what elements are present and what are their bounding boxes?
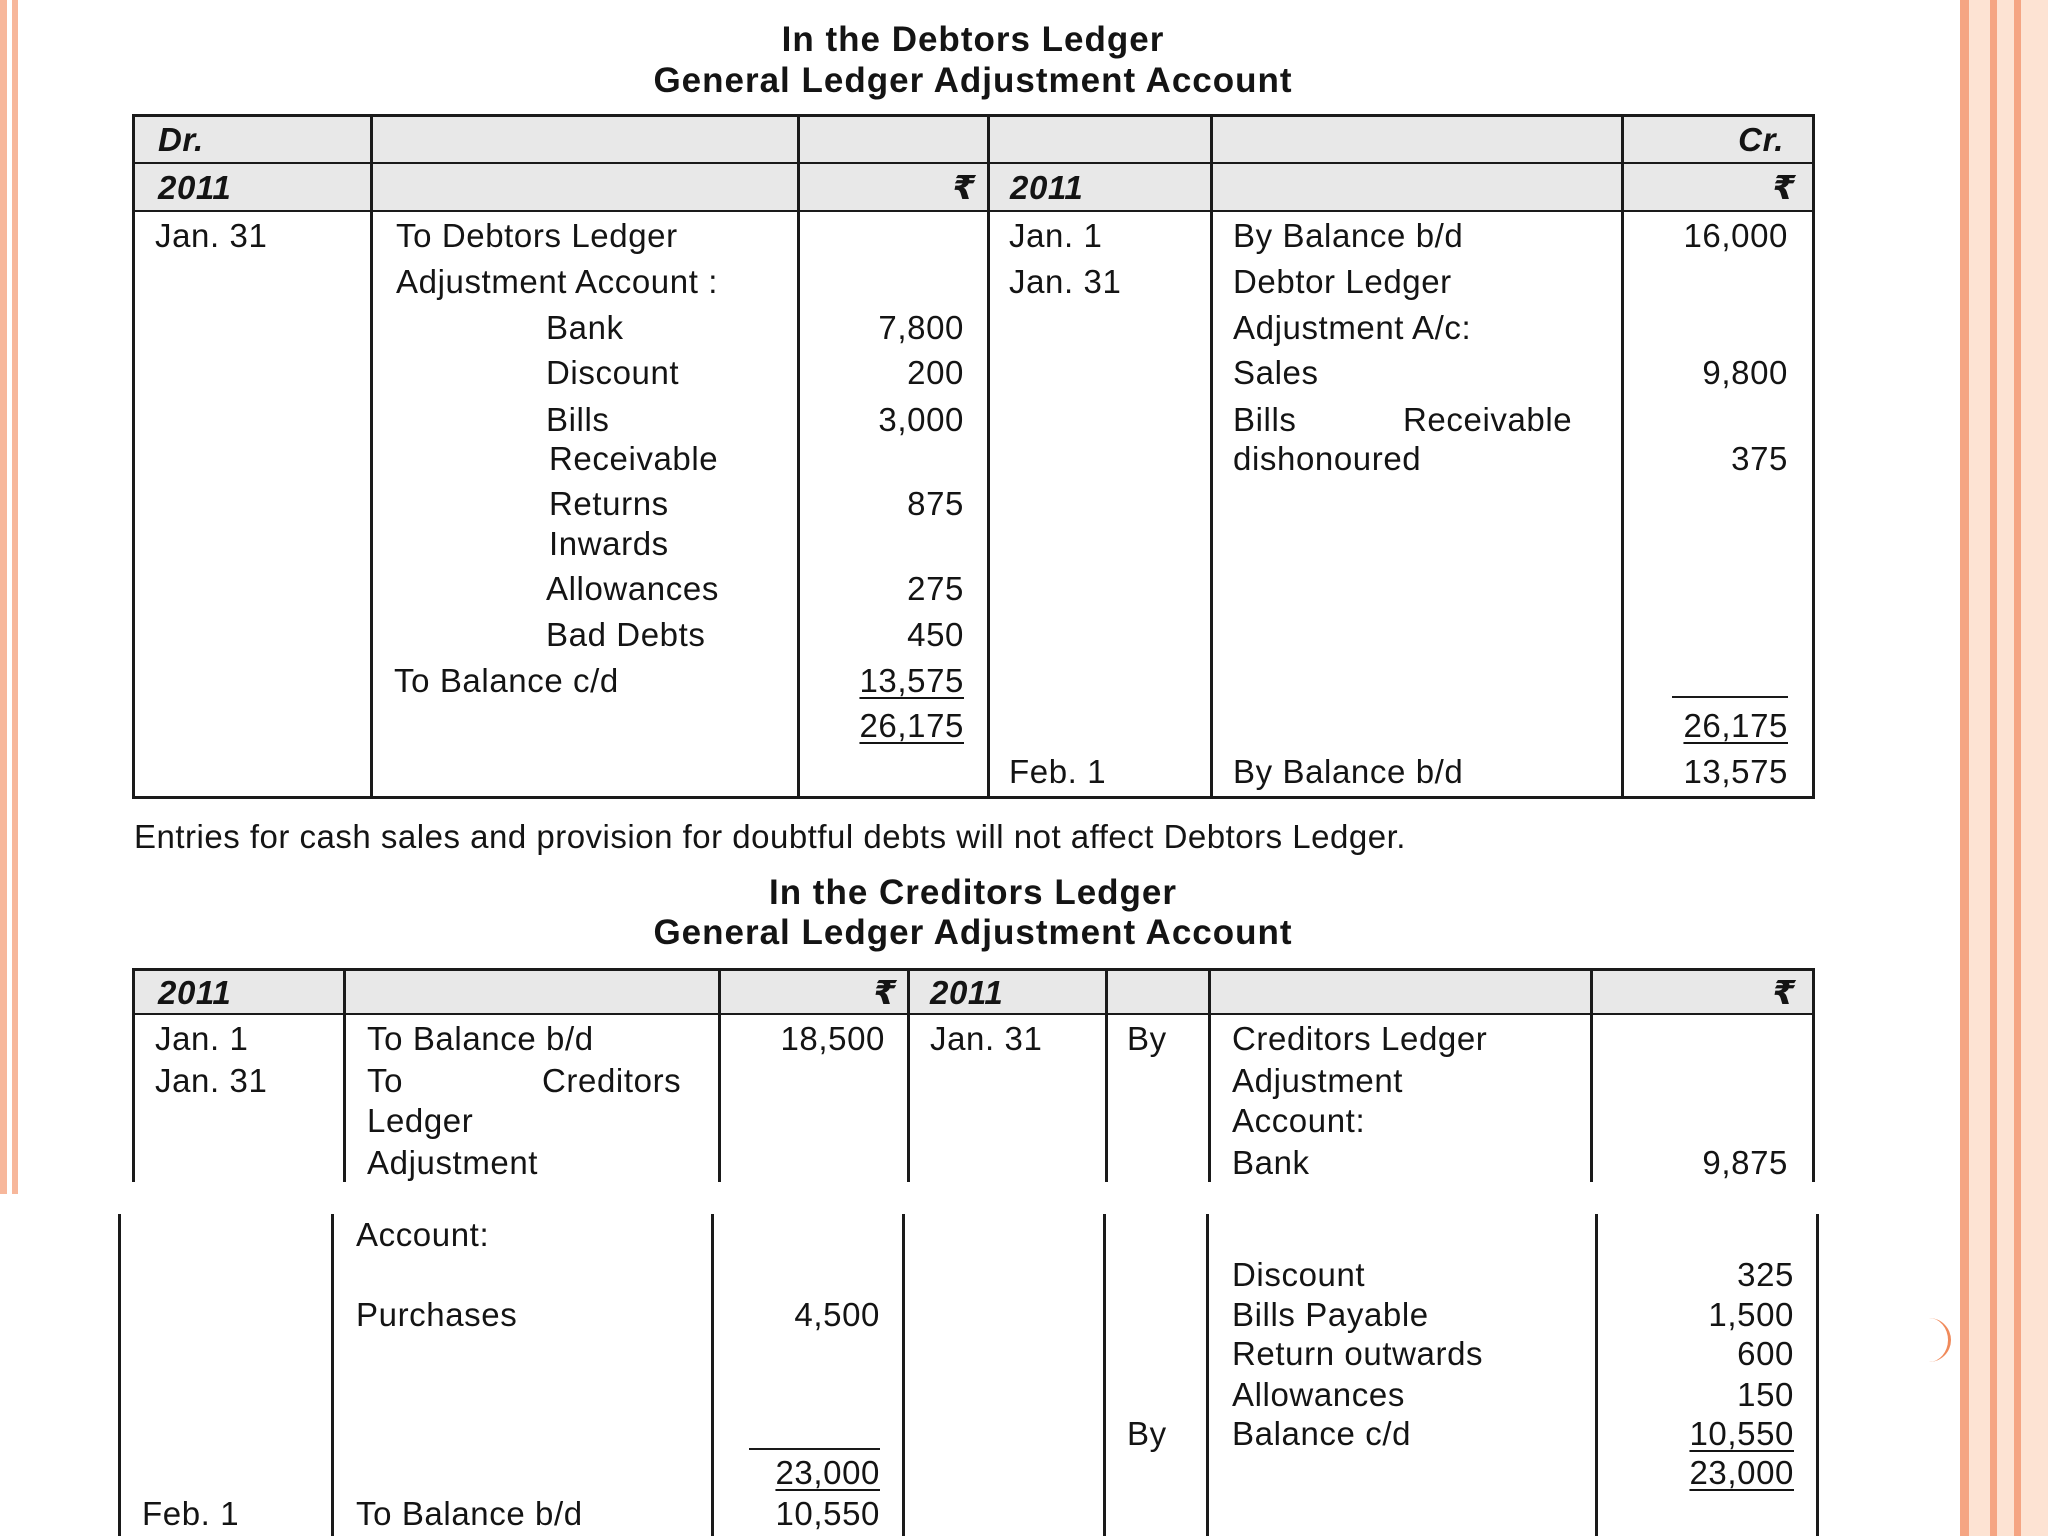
dr-allowances: Allowances [546, 570, 719, 607]
cl-date-jan1: Jan. 1 [155, 1020, 249, 1057]
dr-receivable: Receivable [549, 440, 719, 477]
dr-bad-debts-amount: 450 [907, 616, 964, 653]
cl-account: Account: [356, 1216, 490, 1253]
cl-balance-bd-amount: 18,500 [780, 1020, 885, 1057]
cr2-discount: Discount [1232, 1256, 1366, 1293]
dr-adjustment-account: Adjustment Account : [396, 263, 719, 300]
cr-sales-amount: 9,800 [1702, 354, 1788, 391]
debtors-title: In the Debtors Ledger [781, 20, 1165, 59]
dr-balance-cd-amount: 13,575 [859, 662, 964, 699]
cr-total-rule [1672, 696, 1788, 698]
dr-bills: Bills [546, 401, 610, 438]
cr-total: 26,175 [1683, 707, 1788, 744]
right-border-stripe [1960, 0, 1969, 1536]
cr2-allowances: Allowances [1232, 1376, 1405, 1413]
dr-to-debtors-ledger: To Debtors Ledger [396, 217, 678, 254]
cl-rupee-left: ₹ [873, 974, 897, 1011]
cl-date-jan31: Jan. 31 [155, 1062, 268, 1099]
cr-balance-bd-feb: By Balance b/d [1233, 753, 1464, 790]
cl-creditors: Creditors [542, 1062, 682, 1099]
cr-debtor-ledger: Debtor Ledger [1233, 263, 1452, 300]
cl-ledger: Ledger [367, 1102, 474, 1139]
cr2-bank-amount: 9,875 [1702, 1144, 1788, 1181]
rupee-left: ₹ [952, 169, 976, 206]
right-border-stripe [2014, 0, 2021, 1536]
cl-rupee-right: ₹ [1772, 974, 1796, 1011]
dr-date-jan31: Jan. 31 [155, 217, 268, 254]
creditors-subtitle: General Ledger Adjustment Account [653, 913, 1293, 952]
cr2-total: 23,000 [1689, 1454, 1794, 1491]
cr-receivable: Receivable [1403, 401, 1573, 438]
cl-balance-bd: To Balance b/d [367, 1020, 594, 1057]
dr-bad-debts: Bad Debts [546, 616, 706, 653]
cr2-date-jan31: Jan. 31 [930, 1020, 1043, 1057]
debtors-table-border [132, 114, 1815, 799]
dr-discount-amount: 200 [907, 354, 964, 391]
cr2-bank: Bank [1232, 1144, 1310, 1181]
cl-balance-bd-feb-amount: 10,550 [775, 1495, 880, 1532]
cr2-allowances-amount: 150 [1737, 1376, 1794, 1413]
cr2-by: By [1127, 1020, 1167, 1057]
cl-year-left: 2011 [158, 974, 232, 1011]
left-border-stripe [0, 0, 7, 1194]
dr-label: Dr. [158, 121, 204, 158]
dr-bank: Bank [546, 309, 624, 346]
cr2-balance-cd-amount: 10,550 [1689, 1415, 1794, 1452]
dr-total: 26,175 [859, 707, 964, 744]
cr2-return-outwards-amount: 600 [1737, 1335, 1794, 1372]
dr-returns-amount: 875 [907, 485, 964, 522]
year-right: 2011 [1010, 169, 1084, 206]
dr-balance-cd: To Balance c/d [394, 662, 619, 699]
cl-total: 23,000 [775, 1454, 880, 1491]
right-border-band [1960, 0, 2048, 1536]
cr-adjustment-ac: Adjustment A/c: [1233, 309, 1472, 346]
cr2-creditors-ledger: Creditors Ledger [1232, 1020, 1488, 1057]
cr2-adjustment: Adjustment [1232, 1062, 1404, 1099]
cr-date-feb1: Feb. 1 [1009, 753, 1107, 790]
cr-dishonoured: dishonoured [1233, 440, 1422, 477]
cr-dishonoured-amount: 375 [1731, 440, 1788, 477]
creditors-title: In the Creditors Ledger [768, 873, 1178, 912]
left-border-stripe [12, 0, 18, 1194]
cr-bills: Bills [1233, 401, 1297, 438]
debtors-subtitle: General Ledger Adjustment Account [653, 61, 1293, 100]
cl-balance-bd-feb: To Balance b/d [356, 1495, 583, 1532]
dr-discount: Discount [546, 354, 680, 391]
cr2-account: Account: [1232, 1102, 1366, 1139]
cr-balance-bd-feb-amount: 13,575 [1683, 753, 1788, 790]
cl-purchases-amount: 4,500 [794, 1296, 880, 1333]
cr-date-jan1: Jan. 1 [1009, 217, 1103, 254]
cr2-bills-payable: Bills Payable [1232, 1296, 1429, 1333]
cl-adjustment: Adjustment [367, 1144, 539, 1181]
right-border-stripe [1990, 0, 1997, 1536]
cl-purchases: Purchases [356, 1296, 518, 1333]
cr-sales: Sales [1233, 354, 1319, 391]
decorative-bracket [1920, 1318, 1951, 1362]
cr2-bills-payable-amount: 1,500 [1708, 1296, 1794, 1333]
cl-year-right: 2011 [930, 974, 1004, 1011]
cl-to: To [367, 1062, 404, 1099]
cr-date-jan31: Jan. 31 [1009, 263, 1122, 300]
cr2-discount-amount: 325 [1737, 1256, 1794, 1293]
cl-total-rule [749, 1448, 880, 1450]
debtors-note: Entries for cash sales and provision for doubtful debts will not affect Debtors Ledger. [134, 818, 1406, 855]
rupee-right: ₹ [1772, 169, 1796, 206]
year-left: 2011 [158, 169, 232, 206]
cl-date-feb1: Feb. 1 [142, 1495, 240, 1532]
dr-returns: Returns [549, 485, 669, 522]
dr-bank-amount: 7,800 [878, 309, 964, 346]
cr2-balance-cd: Balance c/d [1232, 1415, 1412, 1452]
cr-balance-bd: By Balance b/d [1233, 217, 1464, 254]
cr-label: Cr. [1738, 121, 1784, 158]
cr-balance-bd-amount: 16,000 [1683, 217, 1788, 254]
dr-allowances-amount: 275 [907, 570, 964, 607]
dr-inwards: Inwards [549, 525, 669, 562]
dr-bills-amount: 3,000 [878, 401, 964, 438]
cr2-return-outwards: Return outwards [1232, 1335, 1484, 1372]
cr2-by-balance: By [1127, 1415, 1167, 1452]
